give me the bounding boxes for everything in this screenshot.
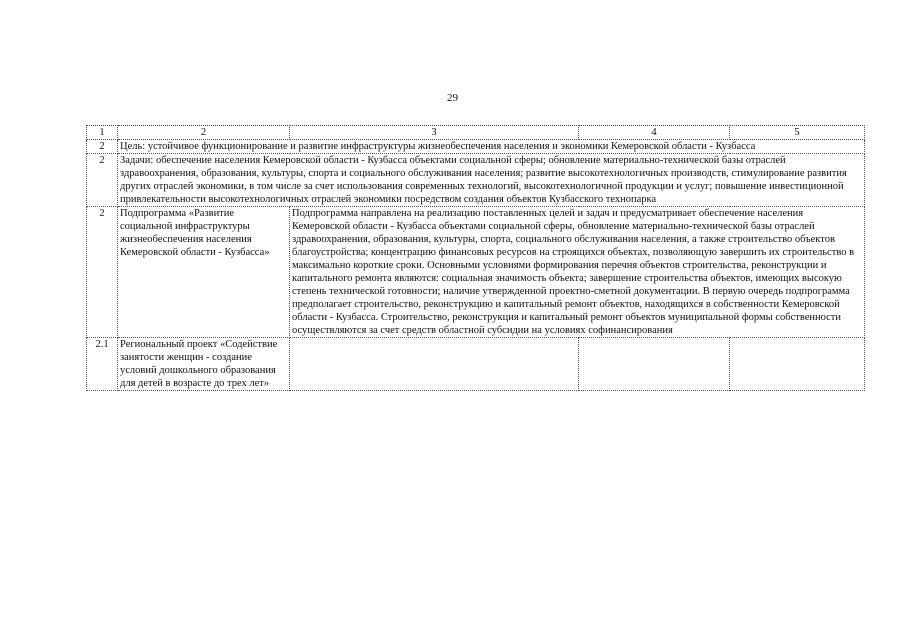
page-number: 29 [447,92,458,104]
project-col-4 [579,338,730,391]
project-col-3 [290,338,579,391]
header-cell-4: 4 [579,126,730,140]
project-row [87,338,865,391]
subprogram-description: Подпрограмма направлена на реализацию поставленных целей и задач и предусматривает обеспечение населения Кемеровской области - Кузбасса объектами социальной сферы, обновление материально-технической базы отраслей здравоохранения, образования, культуры, спорта, социального обслуживания населения, а также строительство объектов благоустройства; концентрацию финансовых ресурсов на строящихся объектах, позволяющую завершить их строительство в максимально короткие сроки. Основными условиями формирования перечня объектов строительства, реконструкции и капитального ремонта являются: социальная значимость объекта; завершение строительства объектов, имеющих высокую степень технической готовности; наличие утвержденной проектно-сметной документации. В первую очередь подпрограмма предполагает строительство, реконструкцию и капитальный ремонт объектов, находящихся в собственности Кемеровской области - Кузбасса. Строительство, реконструкция и капитальный ремонт объектов муниципальной формы собственности осуществляются за счет средств областной субсидии на условиях софинансирования [290,207,865,338]
goal-number: 2 [87,140,118,154]
project-col-5 [730,338,865,391]
header-cell-5: 5 [730,126,865,140]
header-cell-1: 1 [87,126,118,140]
goal-text: Цель: устойчивое функционирование и развитие инфраструктуры жизнеобеспечения населения и экономики Кемеровской области - Кузбасса [118,140,865,154]
subprogram-row [87,207,865,338]
header-cell-3: 3 [290,126,579,140]
tasks-text: Задачи: обеспечение населения Кемеровской области - Кузбасса объектами социальной сферы; обновление материально-технической базы отраслей здравоохранения, образования, культуры, спорта и социального обслуживания населения; развитие высокотехнологичных производств, стимулирование развития других отраслей экономики, в том числе за счет использования современных технологий, высокотехнологичной продукции и услуг; повышение инвестиционной привлекательности высокотехнологичных отраслей экономики посредством создания объектов Кузбасского технопарка [118,154,865,207]
program-table [86,125,865,391]
subprogram-name: Подпрограмма «Развитие социальной инфраструктуры жизнеобеспечения населения Кемеровской области - Кузбасса» [118,207,290,338]
subprogram-number: 2 [87,207,118,338]
goal-row [87,140,865,154]
tasks-row [87,154,865,207]
tasks-number: 2 [87,154,118,207]
header-cell-2: 2 [118,126,290,140]
project-name: Региональный проект «Содействие занятости женщин - создание условий дошкольного образования для детей в возрасте до трех лет» [118,338,290,391]
project-number: 2.1 [87,338,118,391]
table-header-row [87,126,865,140]
